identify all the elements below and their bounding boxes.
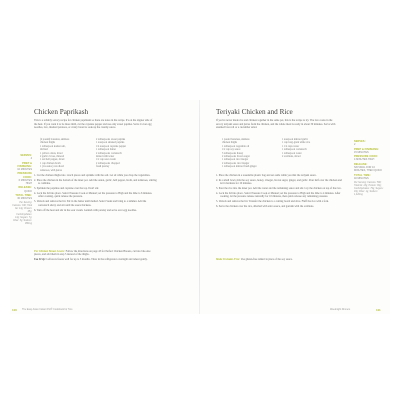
ingredient-item: fresh parsley bbox=[96, 165, 110, 169]
ingredient-item: 1 pound boneless, skinless bbox=[222, 138, 250, 141]
sidebar-label: PREP & FINISHING: bbox=[354, 147, 380, 151]
recipe-step: 2. In a small bowl, mix the soy sauce, honey, vinegar, brown sugar, ginger, and garlic. Pour half over the chicken and let it marinate for 10 minutes. bbox=[216, 178, 342, 186]
recipe-variation bbox=[34, 250, 158, 257]
ingredient-item: 3 tablespoons honey bbox=[222, 151, 244, 155]
sidebar-label: SERVES: bbox=[20, 154, 32, 157]
ingredients-column-1 bbox=[40, 138, 92, 172]
recipe-variation bbox=[34, 258, 158, 261]
sidebar-label: SERVES: bbox=[354, 140, 366, 143]
ingredient-item: 1 teaspoon minced garlic bbox=[282, 138, 309, 141]
page-number: 111 bbox=[376, 308, 381, 312]
recipe-step: 4. Lock the lid into place. Select Pressure Cook or Manual; set the pressure to High and the time to 6 minutes. After cooking, quick release the pressure. bbox=[34, 191, 153, 199]
ingredient-item: 1/2 cup sour cream bbox=[96, 158, 116, 162]
recipe-intro: If you've never made rice and chicken together in the same pot, this is the recipe to try. The rice cooks in the savory teriyaki sauce and juices from the chicken, and the whole meal is ready in about 30 minutes. Serve with steamed broccoli or a cucumber salad. bbox=[216, 119, 336, 129]
ingredients-column-2 bbox=[282, 138, 340, 158]
sidebar-label: RELEASE: bbox=[18, 186, 32, 190]
recipe-variation bbox=[216, 258, 344, 261]
recipe-step: 3. Pour the rice into the inner pot. Add the water and the remaining sauce and stir. Lay the chicken on top of the rice. bbox=[216, 187, 342, 191]
ingredient-item: chicken thighs bbox=[222, 141, 238, 145]
ingredient-item: 1 red bell pepper, diced bbox=[40, 158, 65, 162]
ingredient-item: mixed with water bbox=[96, 155, 115, 159]
sidebar-label: PRESSURE COOK: bbox=[17, 172, 32, 179]
ingredient-item: 2 tablespoons chopped bbox=[96, 161, 120, 165]
ingredient-item: 1 yellow onion, diced bbox=[40, 151, 63, 155]
recipe-step: 5. Unlock and remove the lid. Transfer the chicken to a cutting board and slice. Fluff the rice with a fork. bbox=[216, 200, 329, 204]
variation-heading: Make It Gluten-Free: bbox=[216, 258, 241, 261]
variation-heading: Use It Up: bbox=[34, 258, 46, 262]
ingredient-item: chicken thighs bbox=[40, 141, 56, 145]
left-page bbox=[10, 100, 199, 314]
ingredient-item: 1 (14-ounce) can diced bbox=[40, 165, 64, 169]
sidebar-label: PREP & FINISHING: bbox=[17, 161, 32, 168]
ingredient-item: 2 scallions, sliced bbox=[282, 155, 301, 159]
sidebar-label: TOTAL TIME: bbox=[15, 193, 32, 197]
ingredients-column-1 bbox=[222, 138, 278, 169]
running-head: The Easy Asian Instant Pot® Cookbook for Two bbox=[22, 308, 73, 311]
nutrition-note: Per Serving: Calories: 590; Total fat: 13g; Protein: 39g; Carbohydrates: 79g; Sugars: 18g; Fiber: 1g; Sodium: 1,420mg bbox=[354, 181, 384, 196]
recipe-intro: This is a reliably savory recipe for chicken paprikash so there are notes in the recipe. It's on the zippier side of the heat. If you want it to be more mild, cut the cayenne pepper and use only sweet paprika. Serve it over egg noodles, rice, mashed potatoes, or crusty bread to soak up the creamy sauce. bbox=[34, 119, 153, 129]
sidebar-value: QUICK bbox=[24, 189, 32, 193]
sidebar-value: 40 MINUTES bbox=[354, 176, 369, 180]
ingredient-item: 1 tablespoon rice vinegar bbox=[222, 158, 249, 162]
sidebar-value: 4 MINUTES HIGH bbox=[354, 158, 375, 162]
ingredient-item: 2 tablespoons rice vinegar bbox=[222, 161, 250, 165]
sidebar-value: 15 MINUTES bbox=[354, 150, 369, 154]
sidebar-value: 4 bbox=[30, 157, 32, 161]
recipe-step: 6. Turn off the heat and stir in the sour cream. Garnish with parsley and serve over egg noodles. bbox=[34, 208, 137, 212]
recipe-variations bbox=[216, 258, 344, 263]
ingredient-item: 1/4 teaspoon cayenne pepper bbox=[96, 144, 127, 148]
ingredient-item: 1 teaspoon smoked paprika bbox=[96, 141, 125, 145]
ingredient-item: 1 cup long-grain white rice bbox=[282, 141, 311, 145]
variation-text: Use gluten-free tamari in place of the soy sauce. bbox=[240, 258, 293, 261]
recipe-step: 2. Place the chicken in the bottom of the inner pot. Add the onion, garlic, bell pepper, broth, and tomatoes, stirring to combine. bbox=[34, 178, 157, 186]
recipe-title: Teriyaki Chicken and Rice bbox=[216, 108, 293, 116]
ingredient-item: 1 tablespoon butter bbox=[96, 148, 116, 152]
page-number: 110 bbox=[12, 308, 17, 312]
ingredient-item: 1 1/4 cups water bbox=[282, 144, 300, 148]
ingredient-item: (2 pound) boneless, skinless bbox=[40, 138, 70, 141]
running-head: Weeknight Dinners bbox=[330, 308, 351, 311]
recipe-sidebar bbox=[12, 154, 32, 226]
sidebar-value: NATURAL FOR 10 MINUTES, THEN QUICK bbox=[354, 165, 383, 173]
recipe-step: 1. Place the chicken in a resealable plastic bag and set aside while you mix the teriyaki sauce. bbox=[216, 174, 317, 177]
variation-text: Follow the directions on page 43 for Perfect Chicken Breasts, cut into bite-size pieces, and add them in step 5 instead of the thighs. bbox=[34, 250, 151, 257]
nutrition-note: Per Serving: Calories: 340; Total fat: 14g; Protein: 38g; Carbohydrates: 14g; Sugars: 7g; Fiber: 3g; Sodium: 980mg bbox=[12, 202, 32, 225]
recipe-step: 1. Cut the chicken thighs into 1-inch pieces and sprinkle with the salt. Let sit while you chop the vegetables. bbox=[34, 174, 151, 177]
ingredient-item: 2 tablespoons brown sugar bbox=[222, 155, 250, 159]
ingredients-column-2 bbox=[96, 138, 156, 169]
ingredient-item: 1 tablespoon minced fresh ginger bbox=[222, 165, 257, 169]
sidebar-value: 2 bbox=[354, 143, 356, 147]
ingredient-item: 2 tablespoons sweet paprika bbox=[96, 138, 126, 141]
right-page bbox=[200, 100, 390, 314]
ingredient-item: 2 tablespoons cornstarch bbox=[96, 151, 122, 155]
ingredient-item: 1 tablespoon cornstarch bbox=[282, 148, 307, 152]
sidebar-value: 10 MINUTES bbox=[17, 168, 32, 171]
variation-heading: For Chicken Breast Lovers: bbox=[34, 250, 65, 253]
ingredient-item: tomatoes, with juices bbox=[40, 168, 62, 172]
recipe-sidebar bbox=[354, 140, 386, 197]
ingredient-item: 1 tablespoon kosher salt, bbox=[40, 144, 66, 148]
recipe-step: 6. Serve the chicken over the rice, drizzled with extra sauce, and garnish with the scallions. bbox=[216, 205, 314, 209]
recipe-step: 4. Lock the lid into place. Select Pressure Cook or Manual; set the pressure to High and the time to 4 minutes. After cooking, let the pressure release naturally for 10 minutes, then quick release any remaining pressure. bbox=[216, 191, 341, 199]
ingredient-item: 1 tablespoon vegetable oil bbox=[222, 144, 250, 148]
recipe-title: Chicken Paprikash bbox=[34, 108, 89, 116]
ingredient-item: 1 tablespoon water bbox=[282, 151, 302, 155]
sidebar-label: PRESSURE COOK: bbox=[354, 155, 379, 159]
recipe-step: 5. Unlock and remove the lid. Stir in the butter until melted. Select Sauté and bring to a simmer. Add the cornstarch slurry and stir until the sauce thickens. bbox=[34, 200, 147, 207]
ingredient-item: divided bbox=[40, 148, 48, 152]
sidebar-value: 30 MINUTES bbox=[17, 197, 32, 201]
ingredient-item: 1 cup chicken broth bbox=[40, 161, 61, 165]
recipe-steps bbox=[216, 174, 344, 210]
recipe-step: 3. Sprinkle the paprikas and cayenne over the top. Don't stir. bbox=[34, 187, 99, 191]
sidebar-label: TOTAL TIME: bbox=[354, 173, 371, 177]
sidebar-value: 6 MINUTES HIGH bbox=[18, 178, 32, 185]
recipe-steps bbox=[34, 174, 158, 213]
ingredient-item: 1/2 cup soy sauce bbox=[222, 148, 241, 152]
variation-text: Leftovers freeze well for up to 3 months. Thaw in the refrigerator overnight and reheat gently. bbox=[45, 258, 148, 262]
sidebar-label: RELEASE: bbox=[354, 162, 368, 166]
recipe-variations bbox=[34, 250, 158, 263]
ingredient-item: 2 garlic cloves, minced bbox=[40, 155, 65, 159]
